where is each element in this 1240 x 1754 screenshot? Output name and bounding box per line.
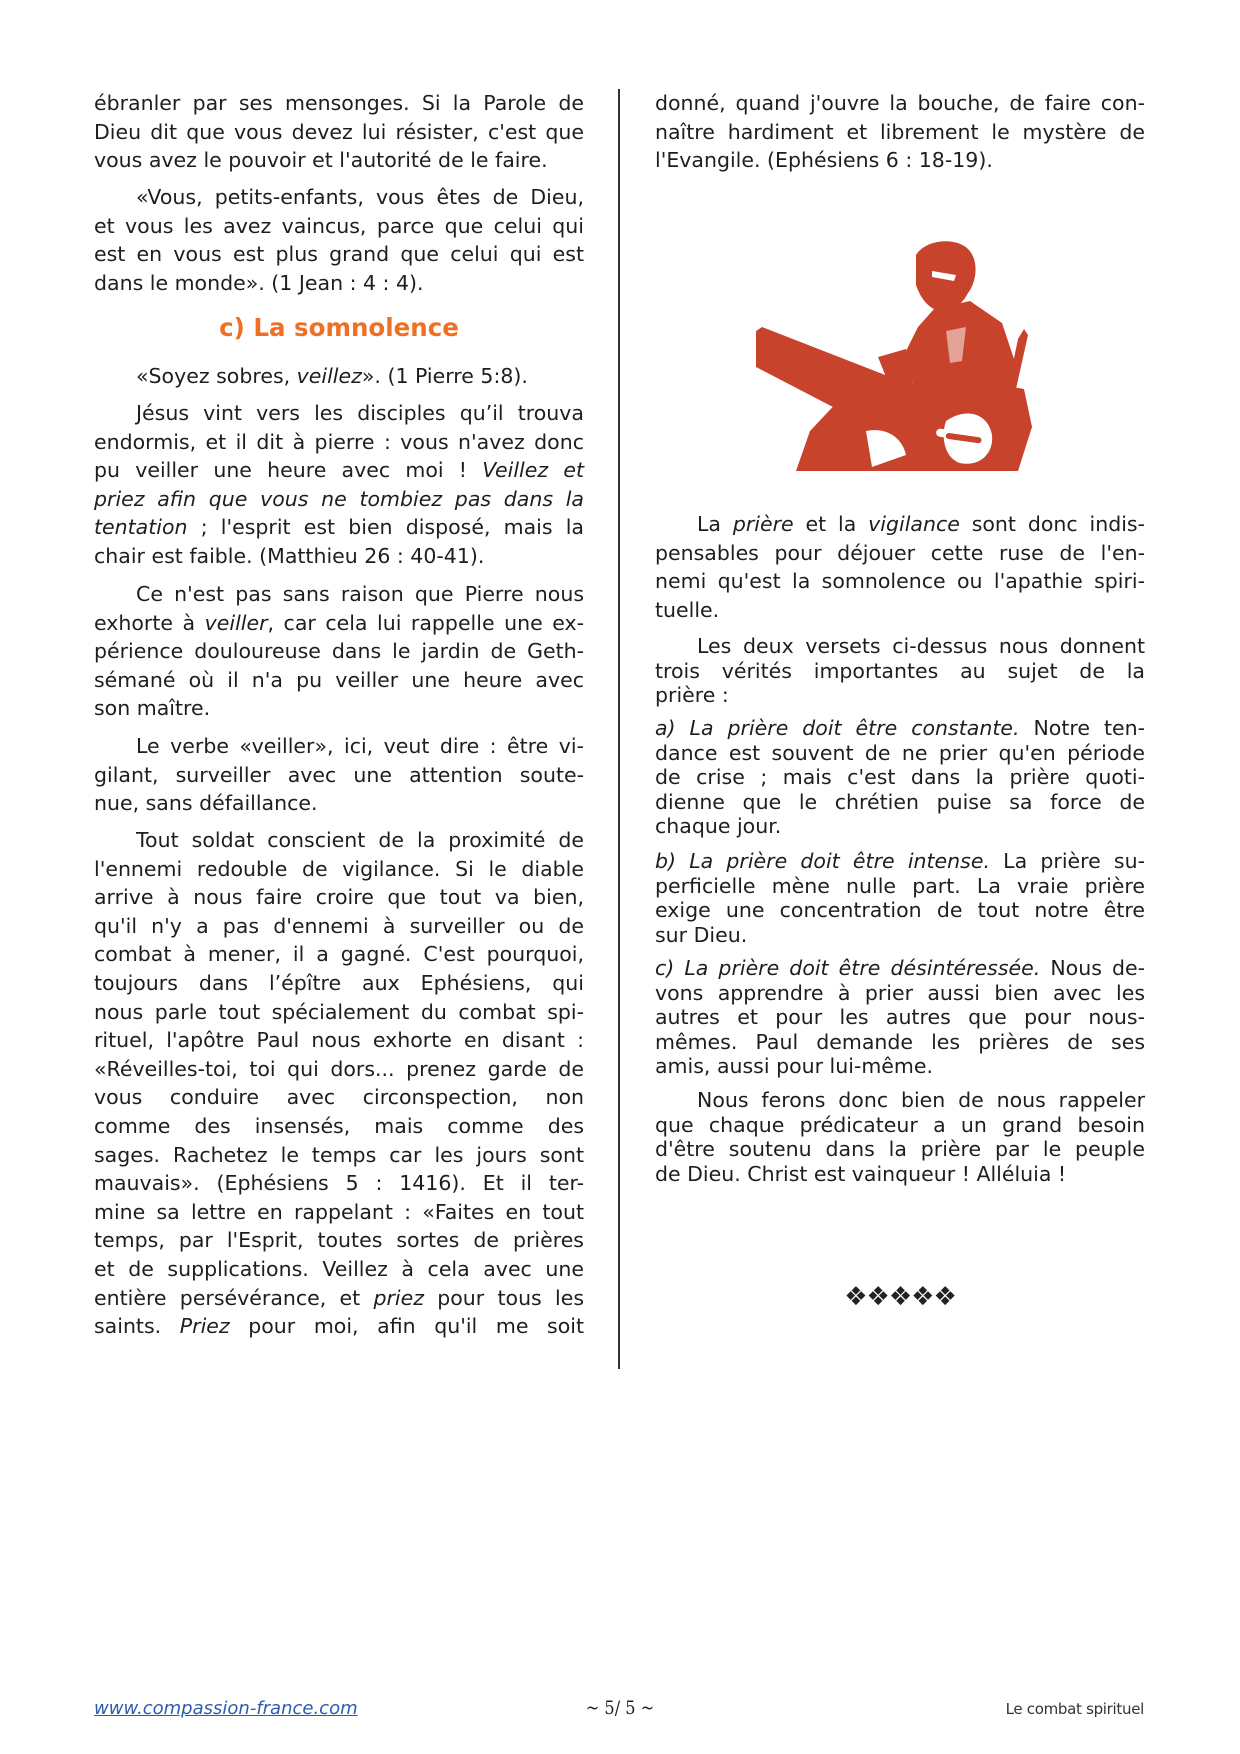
text-line	[655, 814, 1145, 839]
text-segment: temps, par l'Esprit, toutes sortes de prières	[94, 1228, 584, 1253]
text-segment: Nous ferons donc bien de nous rappeler	[697, 1088, 1145, 1112]
text-line	[655, 1088, 1145, 1113]
text-line	[94, 89, 584, 118]
text-segment: combat à mener, il a gagné. C'est pourquoi,	[94, 942, 584, 967]
text-segment: donné, quand j'ouvre la bouche, de faire con-	[655, 91, 1145, 115]
text-segment: tuelle.	[655, 597, 720, 622]
text-line	[94, 609, 584, 638]
text-segment: sont donc indis-	[959, 512, 1145, 536]
text-line	[94, 1255, 584, 1284]
text-segment: Jésus vint vers les disciples qu’il trouva	[136, 401, 584, 425]
text-segment: perficielle mène nulle part. La vraie prière	[655, 873, 1145, 898]
section-heading: c) La somnolence	[219, 313, 459, 342]
italic-text-segment: prière	[732, 512, 794, 536]
text-line	[655, 849, 1145, 874]
text-segment: comme des insensés, mais comme des	[94, 1113, 584, 1138]
text-line	[655, 898, 1145, 923]
text-line	[655, 1137, 1145, 1162]
text-segment: pour moi, afin qu'il me soit	[229, 1314, 584, 1339]
text-line	[94, 998, 584, 1027]
text-segment: gilant, surveiller avec une attention soute-	[94, 762, 584, 787]
text-segment: nous parle tout spécialement du combat spi-	[94, 999, 584, 1024]
text-line	[94, 456, 584, 485]
text-line	[655, 659, 1145, 684]
paragraph-verbe-veiller	[94, 732, 584, 818]
text-segment: Tout soldat conscient de la proximité de	[136, 828, 584, 852]
italic-text-segment: veiller	[204, 610, 268, 635]
text-line	[94, 637, 584, 666]
text-line	[655, 923, 1145, 948]
text-line	[655, 1054, 1145, 1079]
paragraph-quote-1-pierre	[94, 362, 584, 391]
text-line	[655, 510, 1145, 539]
text-segment: «Vous, petits-enfants, vous êtes de Dieu,	[136, 185, 584, 209]
text-segment: nemi qu'est la somnolence ou l'apathie spiri-	[655, 569, 1145, 594]
text-line	[94, 732, 584, 761]
text-segment: que chaque prédicateur a un grand besoin	[655, 1112, 1145, 1137]
text-line	[94, 240, 584, 269]
text-segment: nue, sans défaillance.	[94, 791, 318, 816]
text-line	[94, 513, 584, 542]
text-line	[655, 1162, 1145, 1187]
text-line	[94, 1055, 584, 1084]
text-line	[94, 940, 584, 969]
text-segment: , car cela lui rappelle une ex-	[267, 610, 584, 635]
ornament-divider: ❖❖❖❖❖	[844, 1282, 956, 1312]
text-segment: arrive à nous faire croire que tout va bien,	[94, 885, 584, 910]
text-line	[94, 1112, 584, 1141]
italic-text-segment: priez	[373, 1285, 424, 1310]
text-line	[655, 596, 1145, 625]
text-line	[94, 1198, 584, 1227]
text-segment: «Soyez sobres,	[136, 364, 297, 388]
text-line	[655, 956, 1145, 981]
text-line	[655, 146, 1145, 175]
text-segment: dance est souvent de ne prier qu'en période	[655, 740, 1145, 765]
text-line	[655, 874, 1145, 899]
paragraph-trois-verites	[655, 634, 1145, 708]
text-segment: l'Evangile. (Ephésiens 6 : 18-19).	[655, 148, 993, 173]
text-segment: Les deux versets ci-dessus nous donnent	[697, 634, 1145, 658]
text-line	[94, 1284, 584, 1313]
italic-text-segment: priez afin que vous ne tombiez pas dans la	[94, 486, 584, 511]
paragraph-conclusion	[655, 1088, 1145, 1186]
footer-website-link[interactable]: www.compassion-france.com	[94, 1698, 358, 1719]
text-segment: Ce n'est pas sans raison que Pierre nous	[136, 582, 584, 606]
text-line	[655, 765, 1145, 790]
text-segment: La prière su-	[989, 849, 1145, 873]
text-line	[94, 580, 584, 609]
text-segment: endormis, et il dit à pierre : vous n'avez donc	[94, 429, 584, 454]
paragraph-soldat	[94, 826, 584, 1341]
text-segment: mêmes. Paul demande les prières de ses	[655, 1029, 1145, 1054]
page-number: ~ 5/ 5 ~	[585, 1697, 655, 1719]
paragraph-point-a	[655, 716, 1145, 839]
text-line	[655, 981, 1145, 1006]
text-line	[94, 399, 584, 428]
text-segment: pour tous les	[423, 1285, 584, 1310]
text-segment: Dieu dit que vous devez lui résister, c'est que	[94, 119, 584, 144]
text-line	[94, 761, 584, 790]
text-line	[94, 789, 584, 818]
paragraph-resist	[94, 89, 584, 175]
text-segment: ébranler par ses mensonges. Si la Parole de	[94, 91, 584, 115]
text-line	[655, 790, 1145, 815]
text-segment: exige une concentration de tout notre être	[655, 898, 1145, 923]
text-line	[655, 1030, 1145, 1055]
text-line	[655, 118, 1145, 147]
text-segment: pu veiller une heure avec moi !	[94, 458, 483, 483]
text-line	[655, 716, 1145, 741]
text-line	[94, 912, 584, 941]
text-line	[94, 485, 584, 514]
text-segment: prière :	[655, 683, 729, 708]
text-segment: et vous les avez vaincus, parce que celui qui	[94, 213, 584, 238]
paragraph-pierre	[94, 580, 584, 723]
text-segment: rituel, l'apôtre Paul nous exhorte en disant :	[94, 1028, 584, 1053]
text-segment: qu'il n'y a pas d'ennemi à surveiller ou de	[94, 913, 584, 938]
text-line	[655, 89, 1145, 118]
text-segment: de crise ; mais c'est dans la prière quoti-	[655, 765, 1145, 790]
text-segment: amis, aussi pour lui-même.	[655, 1054, 934, 1079]
text-segment: naître hardiment et librement le mystère de	[655, 119, 1145, 144]
text-segment: chaque jour.	[655, 814, 782, 839]
paragraph-point-c	[655, 956, 1145, 1079]
text-line	[94, 118, 584, 147]
text-line	[655, 567, 1145, 596]
text-segment: vous avez le pouvoir et l'autorité de le faire.	[94, 148, 548, 173]
text-segment: Nous de-	[1040, 956, 1145, 980]
italic-text-segment: vigilance	[868, 512, 960, 536]
text-line	[94, 1226, 584, 1255]
footer-document-title: Le combat spirituel	[1005, 1700, 1144, 1718]
text-segment: chair est faible. (Matthieu 26 : 40-41).	[94, 543, 485, 568]
text-line	[94, 146, 584, 175]
text-segment: de Dieu. Christ est vainqueur ! Alléluia !	[655, 1161, 1067, 1186]
text-line	[94, 1083, 584, 1112]
text-segment: sages. Rachetez le temps car les jours sont	[94, 1142, 584, 1167]
text-line	[655, 634, 1145, 659]
text-line	[94, 183, 584, 212]
text-segment: sémané où il n'a pu veiller une heure avec	[94, 667, 584, 692]
text-segment: dienne que le chrétien puise sa force de	[655, 789, 1145, 814]
paragraph-point-b	[655, 849, 1145, 947]
text-line	[94, 1141, 584, 1170]
text-segment: trois vérités importantes au sujet de la	[655, 658, 1145, 683]
text-line	[94, 826, 584, 855]
text-segment: Notre ten-	[1019, 716, 1145, 740]
text-segment: «Réveilles-toi, toi qui dors... prenez garde de	[94, 1056, 584, 1081]
text-segment: et la	[793, 512, 869, 536]
text-line	[655, 741, 1145, 766]
text-segment: pensables pour déjouer cette ruse de l'en-	[655, 540, 1145, 565]
paragraph-continuation	[655, 89, 1145, 175]
text-segment: ». (1 Pierre 5:8).	[361, 364, 528, 388]
text-segment: vous conduire avec circonspection, non	[94, 1085, 584, 1110]
text-segment: est en vous est plus grand que celui qui est	[94, 242, 584, 267]
text-segment: d'être soutenu dans la prière par le peuple	[655, 1137, 1145, 1162]
text-segment: autres et pour les autres que pour nous-	[655, 1005, 1145, 1030]
text-segment: entière persévérance, et	[94, 1285, 374, 1310]
text-line	[94, 212, 584, 241]
text-segment: vons apprendre à prier aussi bien avec les	[655, 980, 1145, 1005]
text-segment: périence douloureuse dans le jardin de Geth-	[94, 639, 584, 664]
text-segment: saints.	[94, 1314, 180, 1339]
text-segment: ; l'esprit est bien disposé, mais la	[187, 515, 584, 540]
italic-text-segment: c) La prière doit être désintéressée.	[655, 956, 1041, 980]
text-line	[94, 1169, 584, 1198]
soldier-illustration	[756, 231, 1068, 477]
italic-text-segment: veillez	[296, 364, 362, 388]
text-line	[94, 428, 584, 457]
text-segment: mine sa lettre en rappelant : «Faites en tout	[94, 1199, 584, 1224]
italic-text-segment: Priez	[179, 1314, 230, 1339]
text-line	[655, 683, 1145, 708]
text-segment: l'ennemi redouble de vigilance. Si le diable	[94, 856, 584, 881]
text-line	[94, 269, 584, 298]
text-segment: toujours dans l’épître aux Ephésiens, qui	[94, 970, 584, 995]
paragraph-jesus	[94, 399, 584, 571]
text-line	[655, 539, 1145, 568]
italic-text-segment: tentation	[94, 515, 188, 540]
text-segment: exhorte à	[94, 610, 205, 635]
text-line	[94, 855, 584, 884]
italic-text-segment: a) La prière doit être constante.	[655, 716, 1020, 740]
text-line	[94, 883, 584, 912]
text-line	[94, 969, 584, 998]
text-segment: mauvais». (Ephésiens 5 : 1416). Et il ter-	[94, 1171, 584, 1196]
text-segment: Le verbe «veiller», ici, veut dire : être vi-	[136, 734, 584, 758]
text-line	[655, 1113, 1145, 1138]
text-line	[94, 1312, 584, 1341]
text-segment: sur Dieu.	[655, 922, 748, 947]
text-line	[94, 666, 584, 695]
text-segment: dans le monde». (1 Jean : 4 : 4).	[94, 270, 424, 295]
paragraph-priere-vigilance	[655, 510, 1145, 624]
text-segment: son maître.	[94, 696, 211, 721]
text-line	[94, 694, 584, 723]
column-divider	[618, 89, 620, 1369]
text-line	[655, 1005, 1145, 1030]
text-line	[94, 1026, 584, 1055]
text-line	[94, 362, 584, 391]
text-segment: et de supplications. Veillez à cela avec une	[94, 1256, 584, 1281]
text-line	[94, 542, 584, 571]
paragraph-quote-1-jean	[94, 183, 584, 297]
text-segment: La	[697, 512, 733, 536]
italic-text-segment: Veillez et	[482, 458, 585, 483]
italic-text-segment: b) La prière doit être intense.	[655, 849, 990, 873]
